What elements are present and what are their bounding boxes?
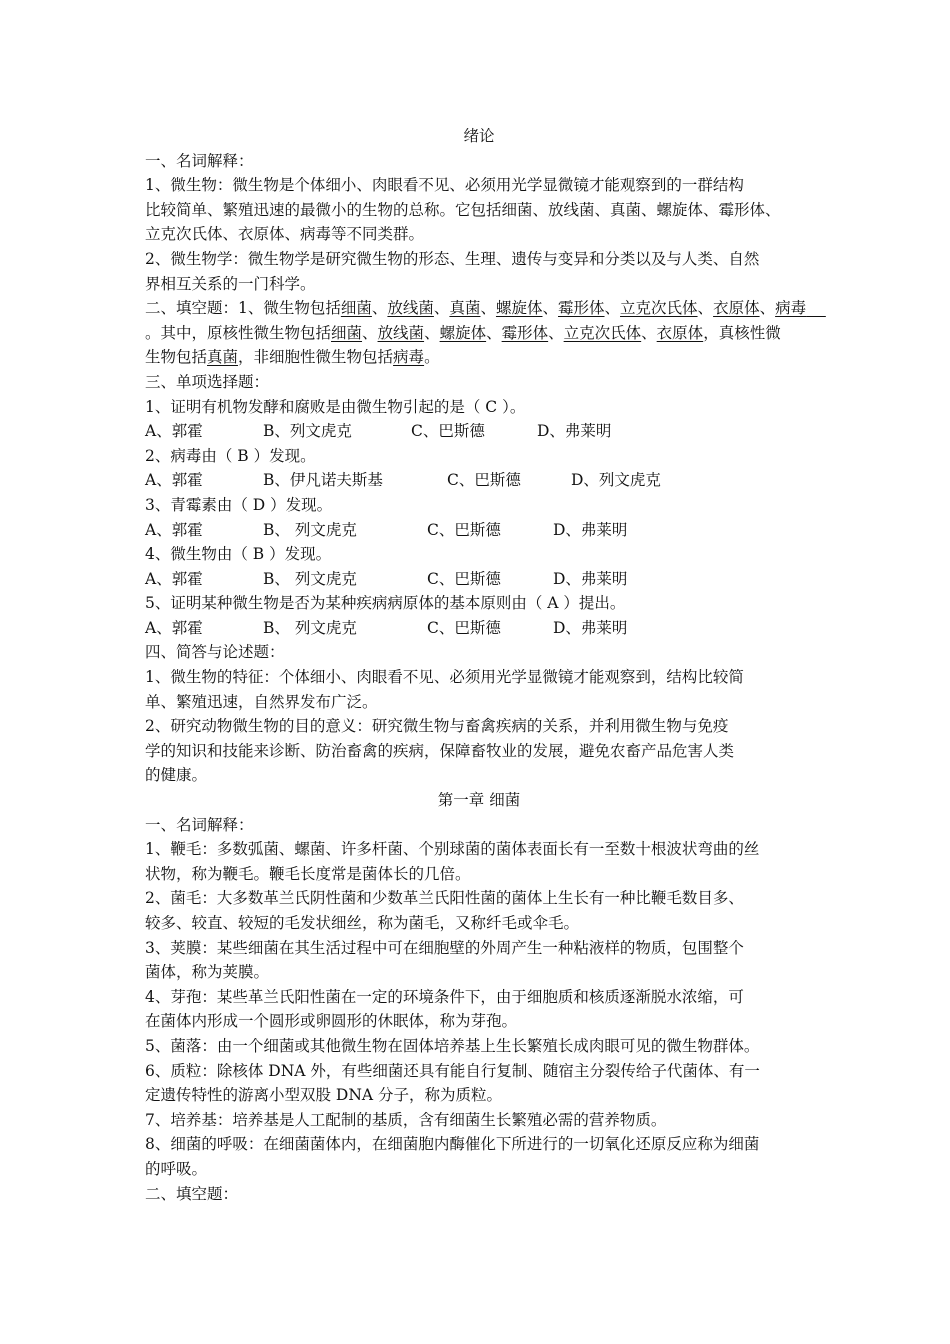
fill-answer: 放线菌: [387, 299, 434, 318]
option: D、列文虎克: [571, 471, 661, 490]
question: 2、病毒由（ B ）发现。: [145, 446, 316, 465]
fill-answer: 螺旋体: [495, 299, 543, 318]
definition-line: 定遗传特性的游离小型双股 DNA 分子，称为质粒。: [145, 1086, 503, 1105]
fill-answer: 衣原体: [656, 323, 704, 342]
option: C、巴斯德: [447, 471, 521, 490]
options: [145, 419, 813, 444]
section-heading: 三、单项选择题：: [145, 372, 270, 391]
options: [145, 518, 813, 543]
fill-line-2: 。其中，原核性微生物包括细菌、放线菌、螺旋体、霉形体、立克次氏体、衣原体，真核性微: [145, 323, 781, 342]
definition-line: 8、细菌的呼吸：在细菌菌体内，在细菌胞内酶催化下所进行的一切氧化还原反应称为细菌: [145, 1135, 760, 1154]
option: A、郭霍: [145, 471, 203, 490]
fill-prefix: 二、填空题：1、微生物包括: [145, 299, 341, 318]
fill-answer: 细菌: [340, 299, 372, 318]
fill-answer: 霉形体: [558, 299, 605, 318]
section-heading: 一、名词解释：: [145, 815, 254, 834]
option: A、郭霍: [145, 520, 203, 539]
option: A、郭霍: [145, 422, 203, 441]
definition-line: 比较简单、繁殖迅速的最微小的生物的总称。它包括细菌、放线菌、真菌、螺旋体、霉形体、: [145, 200, 781, 219]
chapter-title: 第一章 细菌: [437, 791, 521, 810]
definition-line: 菌体，称为荚膜。: [145, 963, 270, 982]
option: C、巴斯德: [427, 618, 501, 637]
answer-line: 单、繁殖迅速，自然界发布广泛。: [145, 692, 378, 711]
document-page: [145, 124, 813, 1206]
fill-answer: 立克次氏体: [563, 323, 642, 342]
section-heading: 二、填空题：: [145, 1184, 239, 1203]
fill-text: ，非细胞性微生物包括: [238, 348, 394, 367]
option: D、弗莱明: [553, 520, 628, 539]
answer-line: 的健康。: [145, 766, 208, 785]
fill-answer: 螺旋体: [439, 323, 487, 342]
section-heading: 一、名词解释：: [145, 151, 254, 170]
option: A、郭霍: [145, 569, 203, 588]
fill-answer: 放线菌: [377, 323, 425, 342]
option: B、 列文虎克: [263, 569, 357, 588]
definition-line: 2、菌毛：大多数革兰氏阴性菌和少数革兰氏阳性菌的菌体上生长有一种比鞭毛数目多、: [145, 889, 744, 908]
fill-answer: 病毒: [393, 348, 425, 367]
fill-answer: 霉形体: [501, 323, 549, 342]
option: B、 列文虎克: [263, 618, 357, 637]
answer-line: 学的知识和技能来诊断、防治畜禽的疾病，保障畜牧业的发展，避免农畜产品危害人类: [145, 741, 735, 760]
options: [145, 468, 813, 493]
fill-text: 。其中，原核性微生物包括: [145, 323, 332, 342]
answer-line: 2、研究动物微生物的目的意义：研究微生物与畜禽疾病的关系，并利用微生物与免疫: [145, 717, 729, 736]
fill-answer: 细菌: [331, 323, 363, 342]
definition-line: 在菌体内形成一个圆形或卵圆形的休眠体，称为芽孢。: [145, 1012, 518, 1031]
fill-text: ，真核性微: [703, 323, 781, 342]
fill-line-3: [145, 345, 813, 370]
intro-title: 绪论: [463, 127, 495, 145]
fill-answer: 病毒: [775, 299, 807, 318]
option: C、巴斯德: [411, 422, 485, 441]
definition-line: 立克次氏体、衣原体、病毒等不同类群。: [145, 225, 425, 244]
option: D、弗莱明: [553, 569, 628, 588]
definition-line: 的呼吸。: [145, 1159, 208, 1178]
option: D、弗莱明: [537, 422, 612, 441]
fill-answer: 立克次氏体: [620, 299, 698, 318]
fill-answer: 真菌: [449, 299, 481, 318]
definition-line: 界相互关系的一门科学。: [145, 274, 316, 293]
fill-text: 生物包括: [145, 348, 208, 367]
definition-line: 1、微生物：微生物是个体细小、肉眼看不见、必须用光学显微镜才能观察到的一群结构: [145, 176, 744, 195]
definition-line: 4、芽孢：某些革兰氏阳性菌在一定的环境条件下，由于细胞质和核质逐渐脱水浓缩，可: [145, 987, 744, 1006]
definition-line: 较多、较直、较短的毛发状细丝，称为菌毛，又称纤毛或伞毛。: [145, 914, 580, 932]
definition-line: 6、质粒：除核体 DNA 外，有些细菌还具有能自行复制、随宿主分裂传给子代菌体、有一: [145, 1061, 760, 1080]
section-heading: 四、简答与论述题：: [145, 643, 285, 662]
option: B、列文虎克: [263, 422, 352, 441]
definition-line: 5、菌落：由一个细菌或其他微生物在固体培养基上生长繁殖长成肉眼可见的微生物群体。: [145, 1036, 760, 1055]
definition-line: 2、微生物学：微生物学是研究微生物的形态、生理、遗传与变异和分类以及与人类、自然: [145, 249, 760, 268]
option: B、 列文虎克: [263, 520, 357, 539]
definition-line: 3、荚膜：某些细菌在其生活过程中可在细胞壁的外周产生一种粘液样的物质，包围整个: [145, 938, 744, 957]
question: 3、青霉素由（ D ）发现。: [145, 495, 333, 514]
option: D、弗莱明: [553, 618, 628, 637]
option: A、郭霍: [145, 618, 203, 637]
question: 1、证明有机物发酵和腐败是由微生物引起的是（ C ）。: [145, 397, 526, 416]
option: C、巴斯德: [427, 569, 501, 588]
option: C、巴斯德: [427, 520, 501, 539]
fill-text: 。: [424, 348, 440, 367]
answer-line: 1、微生物的特征：个体细小、肉眼看不见、必须用光学显微镜才能观察到，结构比较简: [145, 668, 744, 687]
fill-answer: 衣原体: [713, 299, 760, 318]
definition-line: 7、培养基：培养基是人工配制的基质，含有细菌生长繁殖必需的营养物质。: [145, 1110, 667, 1129]
option: B、伊凡诺夫斯基: [263, 471, 383, 490]
question: 5、证明某种微生物是否为某种疾病病原体的基本原则由（ A ）提出。: [145, 594, 626, 613]
definition-line: 状物，称为鞭毛。鞭毛长度常是菌体长的几倍。: [145, 864, 471, 883]
fill-answer: 真菌: [207, 348, 239, 367]
options: [145, 616, 813, 641]
definition-line: 1、鞭毛：多数弧菌、螺菌、许多杆菌、个别球菌的菌体表面长有一至数十根波状弯曲的丝: [145, 840, 760, 859]
options: [145, 567, 813, 592]
fill-line-1: 二、填空题：1、微生物包括细菌、放线菌、真菌、螺旋体、霉形体、立克次氏体、衣原体、病毒: [145, 299, 807, 318]
question: 4、微生物由（ B ）发现。: [145, 545, 332, 564]
